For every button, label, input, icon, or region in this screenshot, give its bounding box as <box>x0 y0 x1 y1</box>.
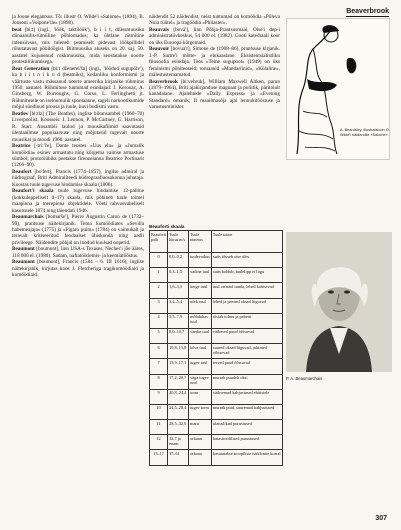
dictionary-entry <box>12 14 144 27</box>
left-column <box>12 14 144 506</box>
dictionary-entry <box>12 169 144 188</box>
table-row <box>150 374 283 389</box>
dictionary-entry <box>149 14 280 27</box>
wind-speed-cell: 0,0–0,2 <box>168 253 189 268</box>
entry-text: [bi:tlz] (The Beatles), inglise biitansambel (1960–70) Liverpoolist. Koosseis: J. Lennon, P. McCartney, G. Harrison, R. Starr. Ansambli laulud ja muusikafilmid saavutasid ülemaailmse populaarsuse ning mõjutasid tugevalt noorte muusikat ja moodi 1960. aastatel. <box>12 110 144 143</box>
wind-speed-cell: 28,5–32,6 <box>168 420 189 435</box>
entry-headword: Beaumont <box>12 246 35 253</box>
illustration-caption: A. Beardsley. Illustratsioon O. Wilde'i näidendile «Salome». <box>340 128 390 137</box>
table-row <box>150 420 283 435</box>
entry-headword: Beat Generation <box>12 65 50 72</box>
wind-speed-cell: 5,5–7,9 <box>168 313 189 328</box>
wind-speed-cell: 17,2–20,7 <box>168 374 189 389</box>
entry-text: näidendit 52 näidendist, neist tuntumad on komöödia «Põleva Nuia rüütel» ja tragöödia «Philaster». <box>149 14 280 27</box>
entry-headword: Beaufort <box>12 168 32 175</box>
entry-text: [-tri:'če], Dante teostes «Uus elu» ja «Jumalik komöödia» esinev armastatu ning kõrgema vaimse armastuse sümbol; prototüübiks peetakse firenzelanna Beatrice Portinarit (1266–90). <box>12 143 144 169</box>
beaufort-number-cell: 13–17 <box>150 450 168 465</box>
wind-effect-cell: ulatuslikud purustused <box>211 420 282 435</box>
wind-name-cell: torm <box>189 389 212 404</box>
entry-headword: Beaufort'i skaala <box>12 188 54 195</box>
entry-text: [boumont], linn USA-s Texases, Neches'i jõe ääres, 118 000 el. (1980). Sadam, naftatöötlemis- ja keemiatööstus. <box>12 246 144 259</box>
beaufort-number-cell: 5 <box>150 328 168 343</box>
wind-effect-cell: tuul on näol tunda, lehed kahisevad <box>211 283 282 298</box>
table-row <box>150 389 283 404</box>
column-header: Tuule kiirus m/s <box>168 231 189 253</box>
entry-text: ja Joone elegantsus. Tõ: illustr O. Wilde'i «Salome» (1894), B. Jonsoni «Volpone'ile» (1898). <box>12 14 144 27</box>
entry-headword: Beaumarchais <box>12 214 44 221</box>
dictionary-entry <box>12 188 144 214</box>
wind-effect-cell: kasutatakse troopiliste tsüklonite korral <box>211 450 282 465</box>
wind-name-cell: mõõdukas tuul <box>189 313 212 328</box>
beaufort-number-cell: 0 <box>150 253 168 268</box>
entry-text: [boumont], Francis (1584 – 6. III 1616), inglise näitekirjanik, kirjutas koos J. Fletcheriga tragikomöödiaid ja komöödiaid. <box>12 259 144 279</box>
wind-name-cell: kerge tuul <box>189 283 212 298</box>
entry-headword: Beauvais <box>149 26 169 33</box>
beaufort-number-cell: 6 <box>150 344 168 359</box>
wind-effect-cell: suured oksad liiguvad, juhtmed vihisevad <box>211 344 282 359</box>
beaufort-number-cell: 10 <box>150 404 168 419</box>
beardsley-illustration <box>286 18 390 160</box>
table-row <box>150 359 283 374</box>
entry-text: [bovä'], linn Põhja-Prantsusmaal, Oise'i dep-i administratiivkeskus, 54 000 el. (1982). Gooti katedraali koor on üks Euroopa kõrgemaid. <box>149 26 280 46</box>
entry-headword: Beatrice <box>12 143 31 150</box>
table-row <box>150 268 283 283</box>
dictionary-entry <box>12 111 144 143</box>
entry-text: tuule tugevuse hindamise 12-palline (kokkuleppeliselt 0–17) skaala, mis põhineb tuule toimel maapinna ja merepinna objektidele. Võeti rahvusvaheliselt kasutusele 1874 ning täiendati 1946. <box>12 188 144 214</box>
wind-name-cell: väga tugev tuul <box>189 374 212 389</box>
table-row <box>150 283 283 298</box>
table-row <box>150 344 283 359</box>
wind-effect-cell: murrab puudelt oksi <box>211 374 282 389</box>
wind-speed-cell: 32,7 ja enam <box>168 435 189 450</box>
wind-effect-cell: murrab puid, suuremad kahjustused <box>211 404 282 419</box>
wind-speed-cell: 1,6–3,3 <box>168 283 189 298</box>
wind-speed-cell: 37–61 <box>168 450 189 465</box>
wind-effect-cell: tõstab tolmu ja paberit <box>211 313 282 328</box>
entry-headword: Beauvoir <box>149 46 170 53</box>
table-row <box>150 298 283 313</box>
table-row <box>150 450 283 465</box>
beaufort-number-cell: 7 <box>150 359 168 374</box>
wind-name-cell: nõrk tuul <box>189 298 212 313</box>
wind-name-cell: kõva tuul <box>189 344 212 359</box>
wind-name-cell: tuulevaikus <box>189 253 212 268</box>
table-caption: Beauforti skaala <box>149 224 185 229</box>
wind-effect-cell: terved puud õõtsuvad <box>211 359 282 374</box>
column-header: Beauforti palli <box>150 231 168 253</box>
dictionary-entry <box>12 27 144 66</box>
wind-effect-cell: suits kaldub, tuulelipp ei liigu <box>211 268 282 283</box>
dictionary-entry <box>12 214 144 246</box>
wind-name-cell: orkaan <box>189 450 212 465</box>
table-row <box>150 313 283 328</box>
dictionary-entry <box>149 27 280 46</box>
wind-speed-cell: 24,5–28,4 <box>168 404 189 419</box>
beaufort-number-cell: 1 <box>150 268 168 283</box>
wind-name-cell: värske tuul <box>189 328 212 343</box>
entry-headword: beat <box>12 26 22 33</box>
wind-name-cell: vaikne tuul <box>189 268 212 283</box>
table-row <box>150 253 283 268</box>
dictionary-entry <box>12 246 144 259</box>
entry-text: [bo'fert], Francis (1774–1857), inglise admiral ja hüdrograaf, Briti Admiraliteedi hüdrograafiaosakonna juhataja. Koostas tuule tugevuse hindamise skaala (1806). <box>12 168 144 188</box>
wind-speed-cell: 20,8–24,4 <box>168 389 189 404</box>
portrait-caption: P. A. Beaumarchais <box>286 376 323 381</box>
entry-headword: Beaumont <box>12 259 35 266</box>
dictionary-entry <box>12 143 144 169</box>
table-header-row <box>150 231 283 253</box>
wind-name-cell: orkaan <box>189 435 212 450</box>
wind-effect-cell: väiksemad kahjustused ehitistele <box>211 389 282 404</box>
entry-text: [bovua'r], Simone de (1908–86), prantsuse kirjanik. J.-P. Sartre'i mõtte- ja elukaaslane. Eksistentsialistliku filosoofia esindaja. Teos «Teine sugupool» (1949) on üks feminismi põhiteoseid; romaanid «Mandariinid», «Külaline», mälestusteraamatud. <box>149 46 280 79</box>
beaufort-number-cell: 9 <box>150 389 168 404</box>
dictionary-entry <box>149 46 280 78</box>
table-row <box>150 435 283 450</box>
beaufort-number-cell: 11 <box>150 420 168 435</box>
wind-speed-cell: 0,3–1,5 <box>168 268 189 283</box>
beaufort-number-cell: 2 <box>150 283 168 298</box>
running-head: Beaverbrook <box>346 8 389 15</box>
beaufort-number-cell: 3 <box>150 298 168 313</box>
wind-effect-cell: lehed ja peened oksad liiguvad <box>211 298 282 313</box>
wind-effect-cell: suits tõuseb otse üles <box>211 253 282 268</box>
dictionary-entry <box>12 66 144 111</box>
beaufort-number-cell: 4 <box>150 313 168 328</box>
wind-effect-cell: katastroofilised purustused <box>211 435 282 450</box>
beaufort-number-cell: 8 <box>150 374 168 389</box>
entry-text: [bi:t] (ingl., 'löök, taktilöök'), b i i t, džässmuusika dünaamilis-rütmiline põhiomadus; ka ühtlane rütmiline intensiivsus, mis tuleneb peamiselt pidevast löökpillidel rõhutatavast põhilöögist. Biitmuusika aluseks on 20. saj. 50. aastatel kujunenud rokkmuusika, mida seostatakse noorte protestiliikumisega. <box>12 26 144 66</box>
wind-speed-cell: 3,4–5,4 <box>168 298 189 313</box>
beaumarchais-portrait <box>286 232 392 372</box>
beaufort-table-block <box>149 224 283 508</box>
middle-column <box>149 14 280 222</box>
wind-speed-cell: 10,8–13,8 <box>168 344 189 359</box>
column-header: Tuule toime <box>211 231 282 253</box>
wind-speed-cell: 8,0–10,7 <box>168 328 189 343</box>
entry-text: [bi:t dženerei'šn] (ingl., 'löödud sugupõlv'), ka b i i t n i k u d (beatniks), kodanliku konformismi ja väärtuste vastu mässanud noorte ameerika kirjanike rühmitus 1950. aastatel. Rühmituse tuntumad esindajad: J. Kerouac, A. Ginsberg, W. Burroughs, G. Corso, L. Ferlinghetti jt. Rühmitusele on iseloomulik spontaanne, sageli narkootikumide mõjul sündinud proosa ja luule, huvi budismi vastu. <box>12 65 144 111</box>
entry-text: [bomarše'], Pierre Augustin Caron de (1732–99), prantsuse näitekirjanik. Tema komöödiates «Sevilla habemeajaja» (1775) ja «Figaro pulm» (1784) on vaimukalt ja teravalt kritiseeritud feodaalset ühiskonda ning aadli privileege. Näidendite põhjal on loodud kuulsad ooperid. <box>12 214 144 246</box>
table-row <box>150 328 283 343</box>
dictionary-entry <box>12 259 144 278</box>
beaufort-number-cell: 12 <box>150 435 168 450</box>
wind-effect-cell: väikesed puud õõtsuvad <box>211 328 282 343</box>
entry-headword: Beaverbrook <box>149 78 178 85</box>
page-number: 307 <box>375 515 387 522</box>
wind-name-cell: tugev torm <box>189 404 212 419</box>
column-header: Tuule nimetus <box>189 231 212 253</box>
beaufort-scale-table <box>149 230 283 466</box>
entry-text: [bi:vebruk], William Maxwell Aitken, parun (1879–1964), Briti ajakirjanduse magnaat ja poliitik, päritolult kanadalane. Ajalehtede «Daily Express» ja «Evening Standard» omanik; II maailmasõja ajal lennukitööstuse ja varustusminister. <box>149 78 280 111</box>
wind-name-cell: maru <box>189 420 212 435</box>
table-row <box>150 404 283 419</box>
entry-headword: Beatles <box>12 110 28 117</box>
wind-name-cell: tugev tuul <box>189 359 212 374</box>
dictionary-entry <box>149 79 280 111</box>
wind-speed-cell: 13,9–17,1 <box>168 359 189 374</box>
